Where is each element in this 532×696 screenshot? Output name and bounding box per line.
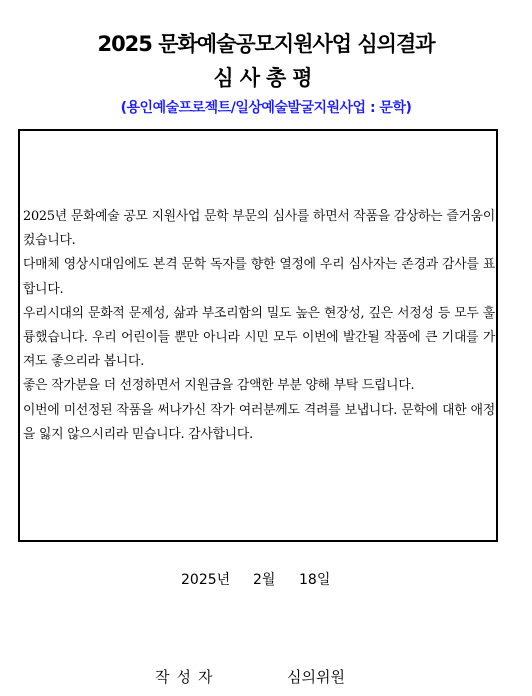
document-date [181,569,330,589]
date-year: 2025년 [181,572,231,588]
date-month: 2월 [253,572,276,588]
review-paragraph: 우리시대의 문화적 문제성, 삶과 부조리함의 밀도 높은 현장성, 깊은 서정성 등 모두 훌륭했습니다. 우리 어린이들 뿐만 아니라 시민 모두 이번에 발간될 작품에 큰 기대를 가져도 좋으리라 봅니다. [23,305,495,370]
signature-line [155,666,345,687]
review-paragraph: 다매체 영상시대임에도 본격 문학 독자를 향한 열정에 우리 심사자는 존경과 감사를 표합니다. [23,257,495,297]
program-category: (용인예술프로젝트/일상예술발굴지원사업 : 문학) [120,100,412,116]
date-day: 18일 [299,572,331,588]
author-value: 심의위원 [287,668,345,686]
review-text [23,205,495,447]
document-subtitle: 심사총평 [213,66,319,90]
author-label: 작성자 [155,668,220,686]
review-paragraph: 2025년 문화예술 공모 지원사업 문학 부문의 심사를 하면서 작품을 감상하는 즐거움이 컸습니다. [23,209,495,249]
review-paragraph: 좋은 작가분을 더 선정하면서 지원금을 감액한 부분 양해 부탁 드립니다. [23,378,415,394]
document-title: 2025 문화예술공모지원사업 심의결과 [97,32,435,56]
review-paragraph: 이번에 미선정된 작품을 써나가신 작가 여러분께도 격려를 보냅니다. 문학에 대한 애정을 잃지 않으시리라 믿습니다. 감사합니다. [23,402,495,442]
